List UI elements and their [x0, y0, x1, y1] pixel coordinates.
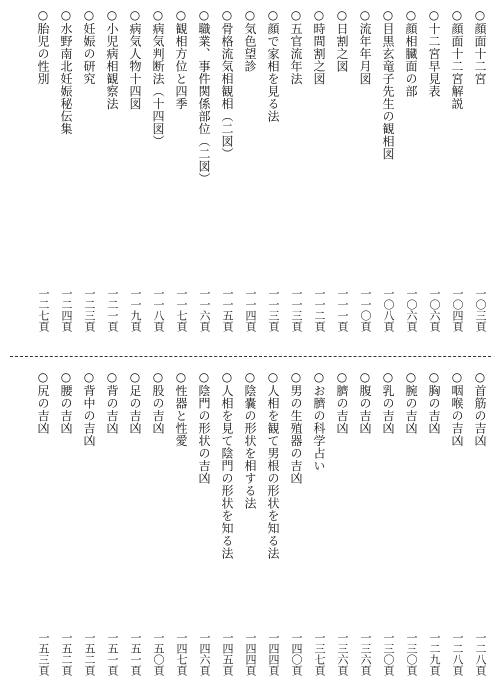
entry-title: ○小児病相観察法 — [105, 8, 119, 110]
entry-page: 一三六頁 — [336, 632, 349, 676]
entry-title: ○人相を観て男根の形状を知る法 — [266, 370, 280, 560]
entry-title: ○陰嚢の形状を相する法 — [243, 370, 257, 510]
entry-title: ○十二宮早見表 — [427, 8, 441, 98]
entry-title: ○胸の吉凶 — [427, 370, 441, 435]
entry-page: 一一一頁 — [336, 288, 349, 332]
toc-entry — [423, 8, 445, 348]
toc-top-section — [0, 8, 501, 348]
toc-entry — [101, 370, 123, 692]
toc-entry — [239, 370, 261, 692]
toc-entry — [354, 370, 376, 692]
toc-entry — [170, 370, 192, 692]
entry-title: ○陰門の形状の吉凶 — [197, 370, 211, 485]
entry-page: 一一三頁 — [267, 288, 280, 332]
toc-entry — [170, 8, 192, 348]
entry-title: ○人相を見て陰門の形状を知る法 — [220, 370, 234, 560]
toc-entry — [400, 8, 422, 348]
entry-page: 一五二頁 — [60, 632, 73, 676]
toc-entry — [216, 8, 238, 348]
entry-page: 一二一頁 — [106, 288, 119, 332]
entry-page: 一四〇頁 — [290, 632, 303, 676]
entry-page: 一一〇頁 — [359, 288, 372, 332]
entry-page: 一一八頁 — [152, 288, 165, 332]
entry-page: 一四四頁 — [267, 632, 280, 676]
toc-entry — [239, 8, 261, 348]
toc-entry — [55, 370, 77, 692]
toc-entry — [331, 8, 353, 348]
entry-title: ○背の吉凶 — [105, 370, 119, 435]
toc-entry — [308, 8, 330, 348]
entry-page: 一一九頁 — [129, 288, 142, 332]
entry-page: 一五一頁 — [106, 632, 119, 676]
toc-entry — [469, 370, 491, 692]
entry-page: 一二九頁 — [428, 632, 441, 676]
entry-page: 一一六頁 — [198, 288, 211, 332]
entry-title: ○流年年月図 — [358, 8, 372, 85]
entry-title: ○顔で家相を見る法 — [266, 8, 280, 123]
toc-entry — [262, 8, 284, 348]
toc-entry — [377, 370, 399, 692]
toc-entry — [78, 370, 100, 692]
toc-entry — [285, 370, 307, 692]
entry-page: 一五二頁 — [83, 632, 96, 676]
entry-title: ○性器と性愛 — [174, 370, 188, 447]
entry-title: ○観相方位と四季 — [174, 8, 188, 110]
section-divider — [10, 356, 491, 357]
entry-title: ○妊娠の研究 — [82, 8, 96, 85]
entry-page: 一一七頁 — [175, 288, 188, 332]
toc-entry — [423, 370, 445, 692]
entry-title: ○腹の吉凶 — [358, 370, 372, 435]
entry-page: 一五〇頁 — [152, 632, 165, 676]
entry-page: 一二八頁 — [451, 632, 464, 676]
toc-entry — [285, 8, 307, 348]
entry-title: ○足の吉凶 — [128, 370, 142, 435]
toc-entry — [78, 8, 100, 348]
toc-entry — [469, 8, 491, 348]
entry-title: ○病気判断法（十四図） — [151, 8, 165, 148]
toc-entry — [377, 8, 399, 348]
entry-page: 一三〇頁 — [405, 632, 418, 676]
toc-entry — [193, 8, 215, 348]
entry-page: 一四六頁 — [198, 632, 211, 676]
toc-bottom-section — [0, 370, 501, 692]
toc-entry — [262, 370, 284, 692]
entry-title: ○お臍の科学占い — [312, 370, 326, 472]
toc-entry — [124, 8, 146, 348]
entry-page: 一二四頁 — [60, 288, 73, 332]
toc-entry — [400, 370, 422, 692]
toc-entry — [147, 8, 169, 348]
entry-title: ○腰の吉凶 — [59, 370, 73, 435]
toc-entry — [446, 370, 468, 692]
entry-page: 一四五頁 — [221, 632, 234, 676]
entry-title: ○日割之図 — [335, 8, 349, 73]
entry-page: 一〇六頁 — [428, 288, 441, 332]
entry-title: ○水野南北妊娠秘伝集 — [59, 8, 73, 135]
entry-page: 一一五頁 — [221, 288, 234, 332]
entry-title: ○顔面十二宮解説 — [450, 8, 464, 110]
toc-entry — [55, 8, 77, 348]
entry-page: 一一三頁 — [290, 288, 303, 332]
entry-title: ○臍の吉凶 — [335, 370, 349, 435]
toc-entry — [331, 370, 353, 692]
entry-page: 一一二頁 — [313, 288, 326, 332]
entry-title: ○五官流年法 — [289, 8, 303, 85]
entry-page: 一三〇頁 — [382, 632, 395, 676]
toc-entry — [216, 370, 238, 692]
entry-page: 一二七頁 — [37, 288, 50, 332]
entry-title: ○背中の吉凶 — [82, 370, 96, 447]
toc-entry — [193, 370, 215, 692]
entry-page: 一三六頁 — [359, 632, 372, 676]
entry-title: ○男の生殖器の吉凶 — [289, 370, 303, 485]
entry-title: ○時間割之図 — [312, 8, 326, 85]
toc-entry — [124, 370, 146, 692]
toc-entry — [308, 370, 330, 692]
entry-page: 一〇四頁 — [451, 288, 464, 332]
entry-page: 一〇八頁 — [382, 288, 395, 332]
entry-title: ○顔面十二宮 — [473, 8, 487, 85]
toc-entry — [354, 8, 376, 348]
entry-page: 一四七頁 — [175, 632, 188, 676]
entry-page: 一三七頁 — [313, 632, 326, 676]
entry-title: ○腕の吉凶 — [404, 370, 418, 435]
entry-page: 一五三頁 — [37, 632, 50, 676]
toc-entry — [32, 8, 54, 348]
toc-entry — [446, 8, 468, 348]
entry-title: ○気色望診 — [243, 8, 257, 73]
entry-page: 一二三頁 — [83, 288, 96, 332]
entry-page: 一一四頁 — [244, 288, 257, 332]
toc-entry — [147, 370, 169, 692]
entry-title: ○病気人物十四図 — [128, 8, 142, 110]
entry-title: ○骨格流気相観相（二図） — [220, 8, 234, 160]
entry-title: ○股の吉凶 — [151, 370, 165, 435]
toc-entry — [101, 8, 123, 348]
entry-title: ○首筋の吉凶 — [473, 370, 487, 447]
entry-page: 一〇六頁 — [405, 288, 418, 332]
entry-page: 一〇三頁 — [474, 288, 487, 332]
entry-page: 一二八頁 — [474, 632, 487, 676]
entry-title: ○顔相臓面の部 — [404, 8, 418, 98]
entry-page: 一四四頁 — [244, 632, 257, 676]
entry-page: 一五一頁 — [129, 632, 142, 676]
entry-title: ○咽喉の吉凶 — [450, 370, 464, 447]
entry-title: ○職業、事件関係部位（二図） — [197, 8, 211, 185]
toc-entry — [32, 370, 54, 692]
entry-title: ○胎児の性別 — [36, 8, 50, 85]
entry-title: ○乳の吉凶 — [381, 370, 395, 435]
entry-title: ○尻の吉凶 — [36, 370, 50, 435]
entry-title: ○目黒玄竜子先生の観相図 — [381, 8, 395, 160]
